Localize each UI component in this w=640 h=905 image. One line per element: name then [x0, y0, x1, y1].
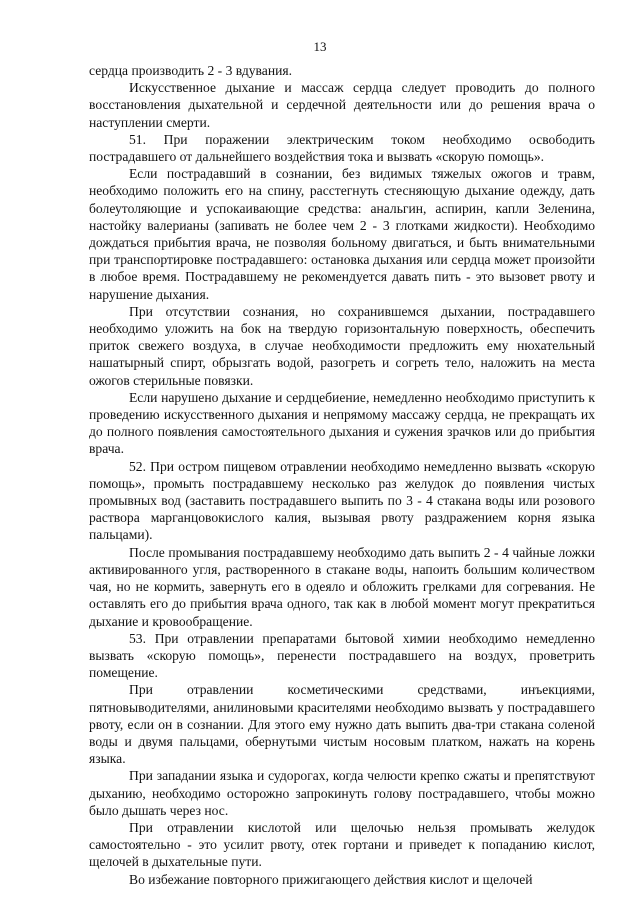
- paragraph: Если пострадавший в сознании, без видимых тяжелых ожогов и травм, необходимо положить его на спину, расстегнуть стесняющую дыхание одежду, дать болеутоляющие и успокаивающие средства: анальгин, аспирин, капли Зеленина, настойку валерианы (запивать не более чем 2 - 3 глотками жидкости). Необходимо дождаться прибытия врача, не позволяя больному двигаться, и быть внимательными при транспортировке пострадавшего: остановка дыхания или сердца может произойти в любое время. Пострадавшему не рекомендуется давать пить - это вызовет рвоту и нарушение дыхания.: [89, 166, 595, 302]
- paragraph: При отсутствии сознания, но сохранившемся дыхании, пострадавшего необходимо уложить на бок на твердую горизонтальную поверхность, обеспечить приток свежего воздуха, в случае необходимости предложить ему нюхательный нашатырный спирт, обрызгать водой, разогреть и согреть тело, наложить на места ожогов стерильные повязки.: [89, 303, 595, 388]
- paragraph: сердца производить 2 - 3 вдувания.: [89, 63, 293, 78]
- paragraph: При отравлении косметическими средствами, инъекциями, пятновыводителями, анилиновыми красителями необходимо вызвать у пострадавшего рвоту, если он в сознании. Для этого ему нужно дать выпить два-три стакана соленой воды и двумя пальцами, обернутыми чистым носовым платком, нажать на корень языка.: [89, 682, 595, 767]
- page-number: 13: [313, 39, 327, 54]
- paragraph: При отравлении кислотой или щелочью нельзя промывать желудок самостоятельно - это усилит рвоту, отек гортани и приведет к попаданию кислот, щелочей в дыхательные пути.: [89, 819, 595, 870]
- paragraph: 52. При остром пищевом отравлении необходимо немедленно вызвать «скорую помощь», промыть пострадавшему несколько раз желудок до появления чистых промывных вод (заставить пострадавшего выпить по 3 - 4 стакана воды или розового раствора марганцовокислого калия, вызывая рвоту раздражением корня языка пальцами).: [89, 458, 595, 543]
- paragraph: 53. При отравлении препаратами бытовой химии необходимо немедленно вызвать «скорую помощь», перенести пострадавшего на воздух, проветрить помещение.: [89, 630, 595, 681]
- paragraph: После промывания пострадавшему необходимо дать выпить 2 - 4 чайные ложки активированного угля, растворенного в стакане воды, напоить большим количеством чая, но не кормить, завернуть его в одеяло и обложить грелками для согревания. Не оставлять его до прибытия врача одного, так как в любой момент могут прекратиться дыхание и кровообращение.: [89, 544, 595, 629]
- paragraph: Искусственное дыхание и массаж сердца следует проводить до полного восстановления дыхательной и сердечной деятельности или до решения врача о наступлении смерти.: [89, 80, 595, 130]
- paragraph: Если нарушено дыхание и сердцебиение, немедленно необходимо приступить к проведению искусственного дыхания и непрямому массажу сердца, не прекращать их до полного появления самостоятельного дыхания и сужения зрачков или до прибытия врача.: [89, 389, 595, 457]
- paragraph: Во избежание повторного прижигающего действия кислот и щелочей: [129, 871, 533, 887]
- paragraph: При западании языка и судорогах, когда челюсти крепко сжаты и препятствуют дыханию, необходимо осторожно запрокинуть голову пострадавшего, чтобы можно было дышать через нос.: [89, 768, 595, 818]
- document-body: [89, 62, 595, 888]
- paragraph: 51. При поражении электрическим током необходимо освободить пострадавшего от дальнейшего воздействия тока и вызвать «скорую помощь».: [89, 131, 595, 165]
